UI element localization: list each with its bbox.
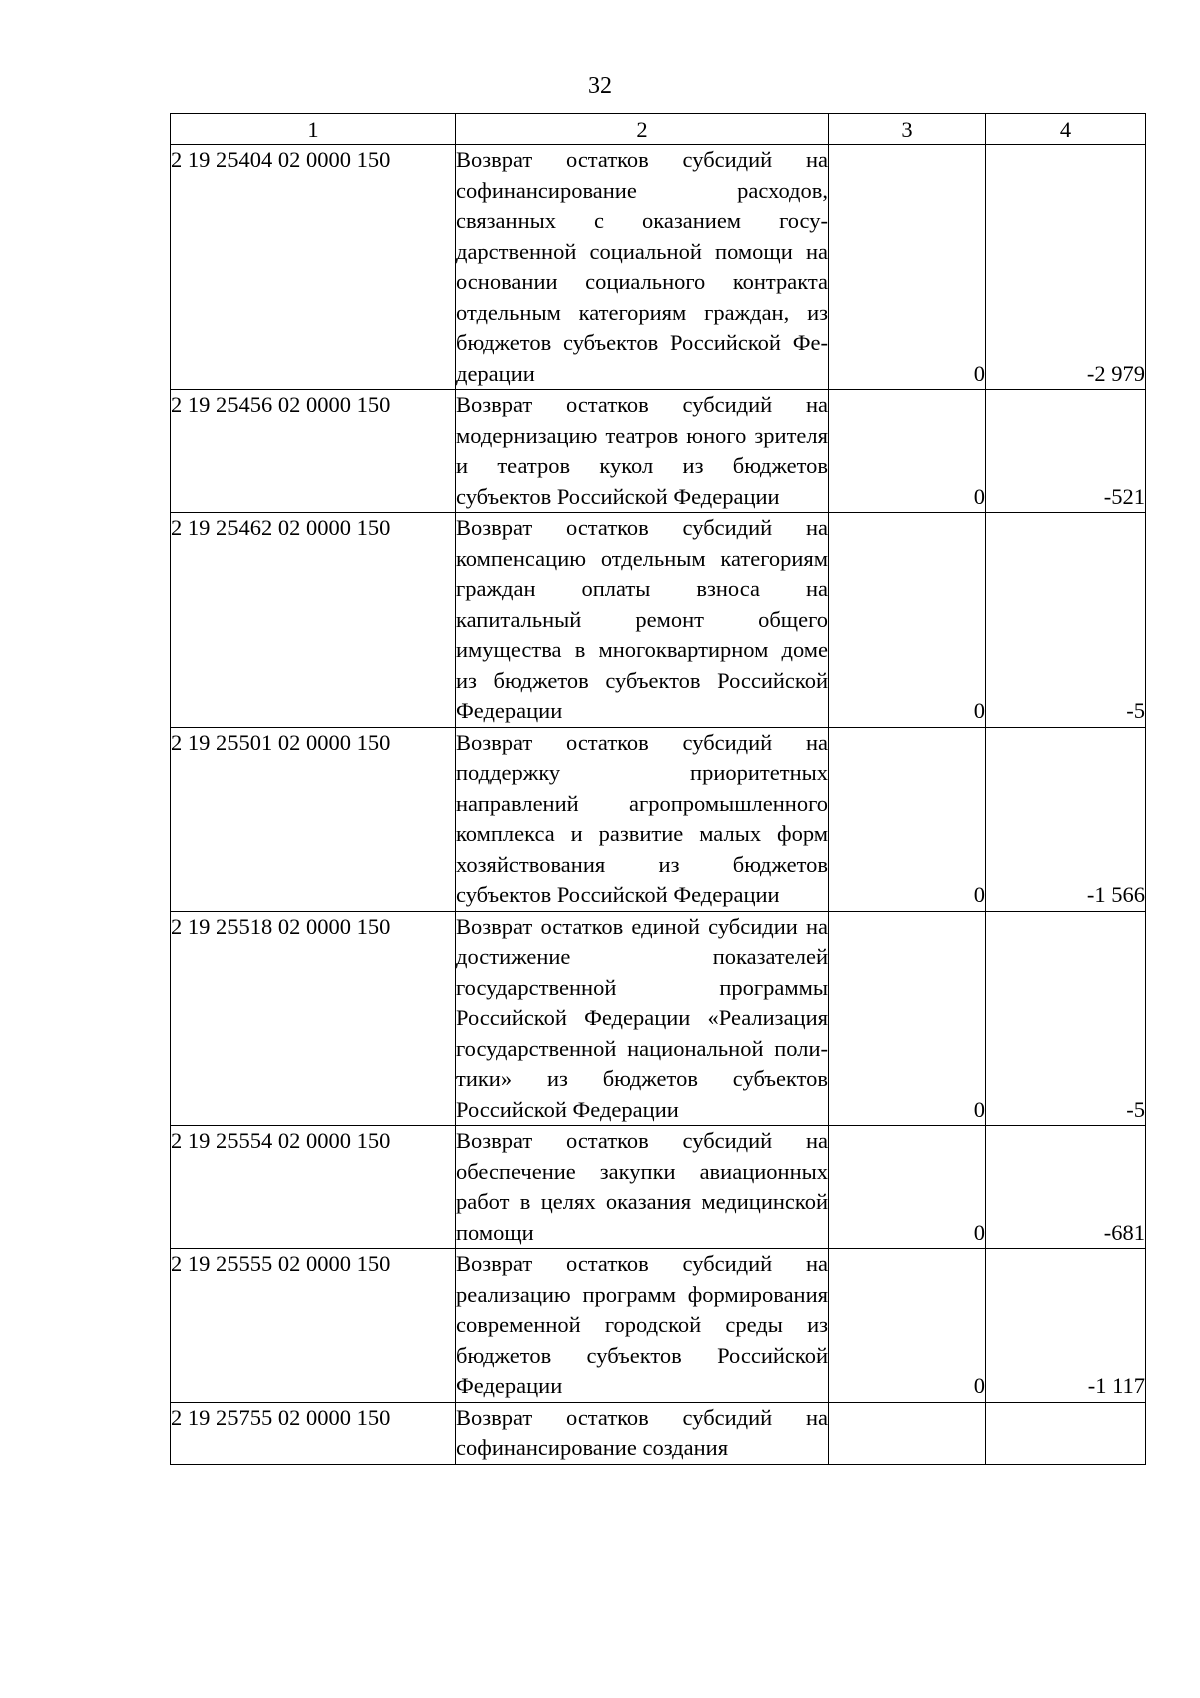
- table-row: [171, 1126, 1146, 1249]
- column-4-value: -681: [986, 1126, 1146, 1249]
- column-4-value: -1 117: [986, 1249, 1146, 1403]
- budget-code: 2 19 25404 02 0000 150: [171, 145, 456, 390]
- budget-code: 2 19 25555 02 0000 150: [171, 1249, 456, 1403]
- column-3-value: 0: [829, 911, 986, 1126]
- column-4-value: [986, 1402, 1146, 1464]
- row-description: Возврат остатков субсидий на компенсацию отдельным категориям граждан оплаты взноса на капитальный ремонт общего имущества в многоквартирном доме из бюджетов субъектов Российской Федерации: [456, 513, 829, 728]
- row-description: Возврат остатков субсидий на софинансирование расходов, связанных с оказанием государственной социальной помощи на основании социального контракта отдельным категориям граждан, из бюджетов субъектов Российской Федерации: [456, 145, 829, 390]
- budget-code: 2 19 25462 02 0000 150: [171, 513, 456, 728]
- column-4-value: -2 979: [986, 145, 1146, 390]
- row-description: Возврат остатков субсидий на обеспечение закупки авиационных работ в целях оказания медицинской помощи: [456, 1126, 829, 1249]
- budget-code: 2 19 25518 02 0000 150: [171, 911, 456, 1126]
- page-number: 32: [588, 73, 612, 99]
- row-description: Возврат остатков субсидий на реализацию программ формирования современной городской среды из бюджетов субъектов Российской Федерации: [456, 1249, 829, 1403]
- column-3-value: 0: [829, 1126, 986, 1249]
- row-description: Возврат остатков субсидий на модернизацию театров юного зрителя и театров кукол из бюджетов субъектов Российской Федерации: [456, 390, 829, 513]
- column-3-value: 0: [829, 390, 986, 513]
- budget-code: 2 19 25456 02 0000 150: [171, 390, 456, 513]
- column-header-3: 3: [829, 114, 986, 145]
- column-4-value: -5: [986, 513, 1146, 728]
- table-row: [171, 911, 1146, 1126]
- budget-table: [170, 113, 1146, 1465]
- budget-code: 2 19 25501 02 0000 150: [171, 727, 456, 911]
- table-row: [171, 390, 1146, 513]
- table-row: [171, 513, 1146, 728]
- row-description: Возврат остатков субсидий на софинансирование создания: [456, 1402, 829, 1464]
- column-3-value: 0: [829, 145, 986, 390]
- table-row: [171, 1402, 1146, 1464]
- column-3-value: 0: [829, 1249, 986, 1403]
- budget-code: 2 19 25755 02 0000 150: [171, 1402, 456, 1464]
- table-header-row: [171, 114, 1146, 145]
- column-4-value: -5: [986, 911, 1146, 1126]
- table-row: [171, 1249, 1146, 1403]
- budget-code: 2 19 25554 02 0000 150: [171, 1126, 456, 1249]
- column-header-1: 1: [171, 114, 456, 145]
- column-4-value: -1 566: [986, 727, 1146, 911]
- column-header-4: 4: [986, 114, 1146, 145]
- column-4-value: -521: [986, 390, 1146, 513]
- table-row: [171, 727, 1146, 911]
- column-3-value: [829, 1402, 986, 1464]
- table-row: [171, 145, 1146, 390]
- column-header-2: 2: [456, 114, 829, 145]
- row-description: Возврат остатков субсидий на поддержку приоритетных направлений агропромышленного комплекса и развитие малых форм хозяйствования из бюджетов субъектов Российской Федерации: [456, 727, 829, 911]
- row-description: Возврат остатков единой субсидии на достижение показателей государственной программы Российской Федерации «Реализация государственной национальной политики» из бюджетов субъектов Российской Федерации: [456, 911, 829, 1126]
- column-3-value: 0: [829, 727, 986, 911]
- column-3-value: 0: [829, 513, 986, 728]
